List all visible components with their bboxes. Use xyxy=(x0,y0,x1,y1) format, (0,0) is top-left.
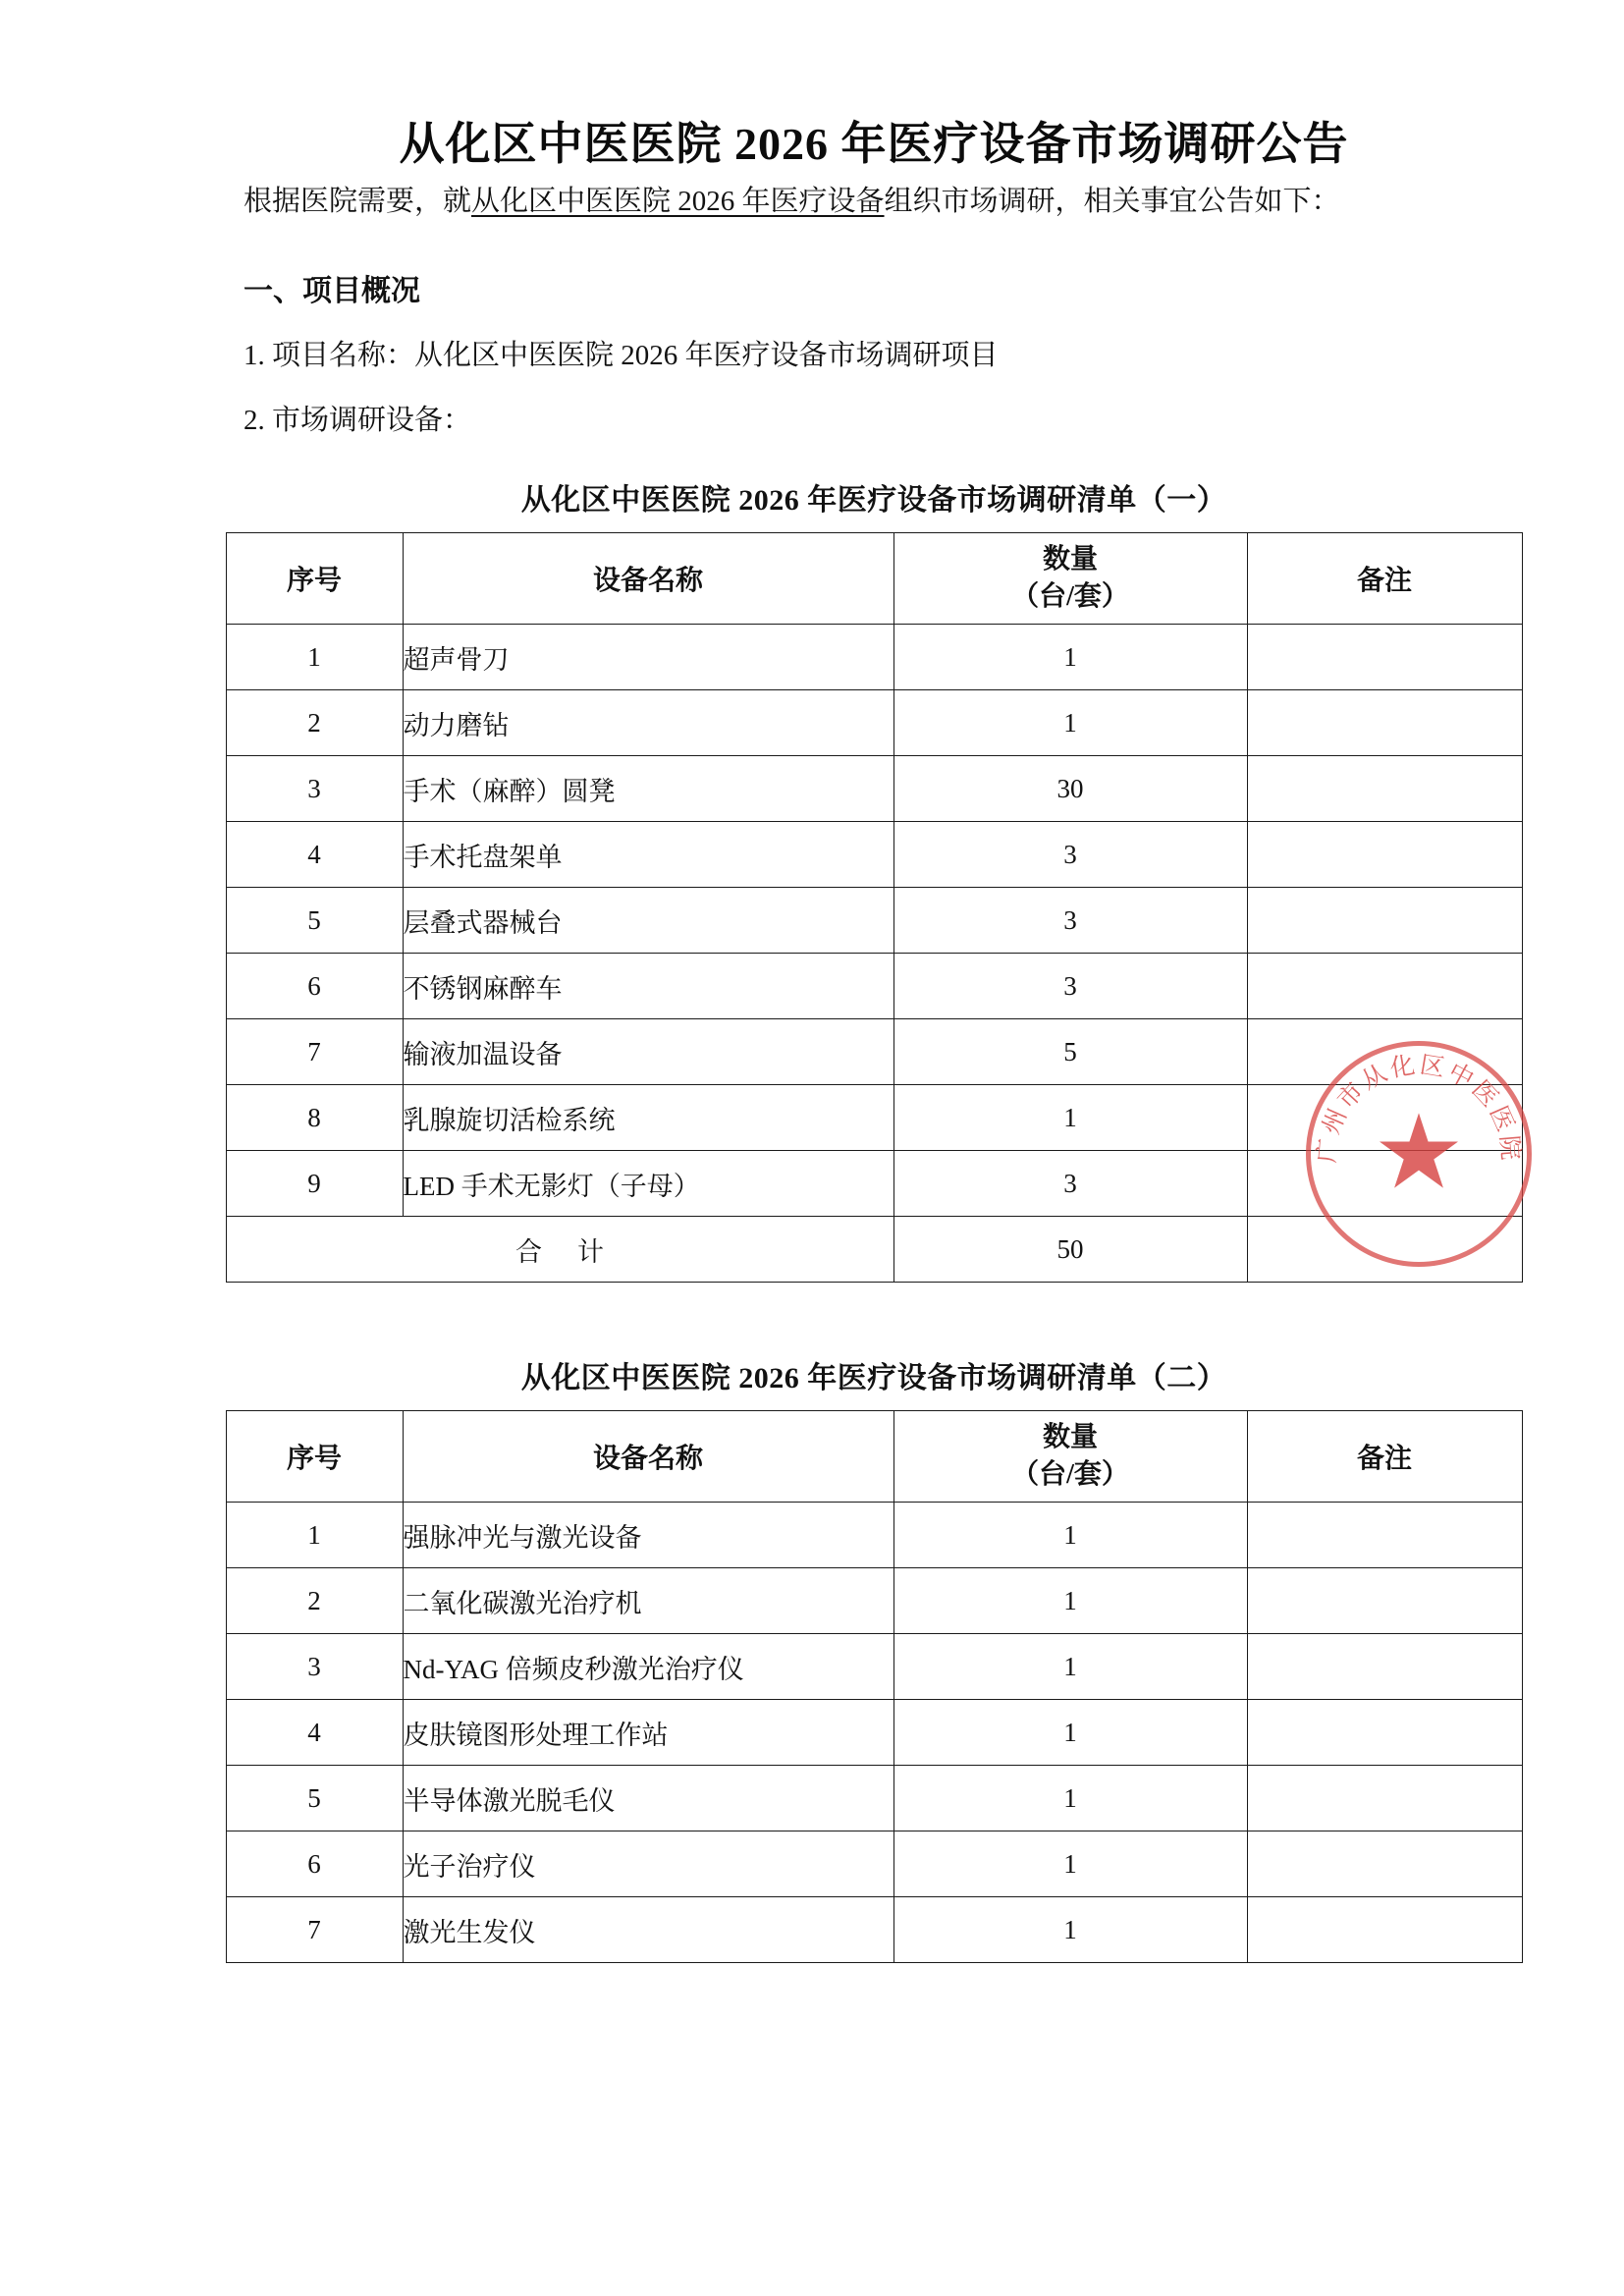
cell-note xyxy=(1247,1019,1522,1085)
cell-index: 3 xyxy=(226,756,403,822)
table-row xyxy=(226,756,1522,822)
cell-note xyxy=(1247,690,1522,756)
table-row xyxy=(226,1700,1522,1766)
section-heading-overview: 一、项目概况 xyxy=(244,275,420,307)
cell-index: 5 xyxy=(226,1766,403,1831)
table-row xyxy=(226,1503,1522,1568)
cell-note xyxy=(1247,822,1522,888)
cell-note xyxy=(1247,1700,1522,1766)
table-total-row xyxy=(226,1217,1522,1283)
cell-index: 2 xyxy=(226,1568,403,1634)
intro-tail-text: 组织市场调研，相关事宜公告如下： xyxy=(884,186,1340,217)
cell-equipment-name: 手术（麻醉）圆凳 xyxy=(403,756,893,822)
cell-equipment-name: 输液加温设备 xyxy=(403,1019,893,1085)
cell-note xyxy=(1247,954,1522,1019)
table-one-caption: 从化区中医医院 2026 年医疗设备市场调研清单（一） xyxy=(520,484,1227,517)
header-index: 序号 xyxy=(226,1411,403,1503)
cell-quantity: 1 xyxy=(893,625,1247,690)
cell-quantity: 1 xyxy=(893,1503,1247,1568)
cell-note xyxy=(1247,756,1522,822)
cell-equipment-name: 皮肤镜图形处理工作站 xyxy=(403,1700,893,1766)
cell-index: 9 xyxy=(226,1151,403,1217)
cell-note xyxy=(1247,1085,1522,1151)
cell-quantity: 1 xyxy=(893,1085,1247,1151)
table-row xyxy=(226,1831,1522,1897)
cell-equipment-name: 光子治疗仪 xyxy=(403,1831,893,1897)
cell-note xyxy=(1247,1503,1522,1568)
table-row xyxy=(226,690,1522,756)
header-quantity-line2: （台/套） xyxy=(1011,1459,1129,1490)
cell-quantity: 1 xyxy=(893,1897,1247,1963)
equipment-table-two xyxy=(226,1410,1523,1963)
header-note: 备注 xyxy=(1247,533,1522,625)
cell-index: 6 xyxy=(226,1831,403,1897)
cell-index: 4 xyxy=(226,1700,403,1766)
header-quantity-line1: 数量 xyxy=(1042,1422,1098,1452)
table-row xyxy=(226,954,1522,1019)
header-index: 序号 xyxy=(226,533,403,625)
cell-note xyxy=(1247,1831,1522,1897)
cell-quantity: 3 xyxy=(893,822,1247,888)
equipment-table-one xyxy=(226,532,1523,1283)
cell-index: 7 xyxy=(226,1897,403,1963)
page-title: 从化区中医医院 2026 年医疗设备市场调研公告 xyxy=(399,119,1349,169)
intro-underlined-text: 从化区中医医院 2026 年医疗设备 xyxy=(471,186,885,217)
cell-quantity: 3 xyxy=(893,1151,1247,1217)
cell-note xyxy=(1247,1766,1522,1831)
cell-index: 3 xyxy=(226,1634,403,1700)
table-row xyxy=(226,1766,1522,1831)
cell-index: 2 xyxy=(226,690,403,756)
cell-equipment-name: 乳腺旋切活检系统 xyxy=(403,1085,893,1151)
cell-quantity: 1 xyxy=(893,1568,1247,1634)
header-quantity-line2: （台/套） xyxy=(1011,581,1129,612)
list-item-survey-equipment: 2. 市场调研设备： xyxy=(244,405,472,436)
list-item-project-name: 1. 项目名称：从化区中医医院 2026 年医疗设备市场调研项目 xyxy=(244,340,999,371)
document-content xyxy=(187,0,1561,1963)
cell-equipment-name: 激光生发仪 xyxy=(403,1897,893,1963)
cell-quantity: 30 xyxy=(893,756,1247,822)
seal-arc-text: 广州市从化区中医医院 xyxy=(1314,1052,1524,1165)
cell-index: 8 xyxy=(226,1085,403,1151)
cell-index: 7 xyxy=(226,1019,403,1085)
table-row xyxy=(226,1019,1522,1085)
cell-note xyxy=(1247,1151,1522,1217)
table-row xyxy=(226,1634,1522,1700)
intro-paragraph xyxy=(187,173,1561,230)
table-row xyxy=(226,1085,1522,1151)
cell-note xyxy=(1247,888,1522,954)
header-equipment-name: 设备名称 xyxy=(403,533,893,625)
cell-index: 6 xyxy=(226,954,403,1019)
cell-quantity: 1 xyxy=(893,690,1247,756)
cell-equipment-name: 半导体激光脱毛仪 xyxy=(403,1766,893,1831)
cell-equipment-name: 动力磨钻 xyxy=(403,690,893,756)
header-equipment-name: 设备名称 xyxy=(403,1411,893,1503)
table-row xyxy=(226,1897,1522,1963)
total-label: 合计 xyxy=(226,1217,893,1283)
cell-equipment-name: 二氧化碳激光治疗机 xyxy=(403,1568,893,1634)
table-header-row xyxy=(226,533,1522,625)
cell-index: 4 xyxy=(226,822,403,888)
table-header-row xyxy=(226,1411,1522,1503)
table-row xyxy=(226,1568,1522,1634)
table-row xyxy=(226,888,1522,954)
header-quantity xyxy=(893,1411,1247,1503)
cell-quantity: 3 xyxy=(893,954,1247,1019)
document-page xyxy=(147,0,1624,2296)
total-quantity: 50 xyxy=(893,1217,1247,1283)
cell-quantity: 1 xyxy=(893,1831,1247,1897)
cell-note xyxy=(1247,1897,1522,1963)
table-row xyxy=(226,625,1522,690)
cell-quantity: 3 xyxy=(893,888,1247,954)
header-note: 备注 xyxy=(1247,1411,1522,1503)
cell-index: 5 xyxy=(226,888,403,954)
cell-quantity: 5 xyxy=(893,1019,1247,1085)
cell-equipment-name: 手术托盘架单 xyxy=(403,822,893,888)
cell-quantity: 1 xyxy=(893,1700,1247,1766)
header-quantity xyxy=(893,533,1247,625)
cell-note xyxy=(1247,1634,1522,1700)
cell-quantity: 1 xyxy=(893,1766,1247,1831)
cell-equipment-name: 层叠式器械台 xyxy=(403,888,893,954)
cell-index: 1 xyxy=(226,625,403,690)
table-two-caption: 从化区中医医院 2026 年医疗设备市场调研清单（二） xyxy=(520,1362,1227,1394)
cell-equipment-name: LED 手术无影灯（子母） xyxy=(403,1151,893,1217)
cell-quantity: 1 xyxy=(893,1634,1247,1700)
cell-equipment-name: 超声骨刀 xyxy=(403,625,893,690)
cell-index: 1 xyxy=(226,1503,403,1568)
cell-equipment-name: 强脉冲光与激光设备 xyxy=(403,1503,893,1568)
header-quantity-line1: 数量 xyxy=(1042,544,1098,574)
cell-equipment-name: Nd-YAG 倍频皮秒激光治疗仪 xyxy=(403,1634,893,1700)
total-note xyxy=(1247,1217,1522,1283)
cell-note xyxy=(1247,1568,1522,1634)
intro-lead-text: 根据医院需要，就 xyxy=(244,186,472,217)
cell-equipment-name: 不锈钢麻醉车 xyxy=(403,954,893,1019)
seal-star-icon: ★ xyxy=(1377,1107,1461,1201)
table-row xyxy=(226,1151,1522,1217)
cell-note xyxy=(1247,625,1522,690)
table-row xyxy=(226,822,1522,888)
